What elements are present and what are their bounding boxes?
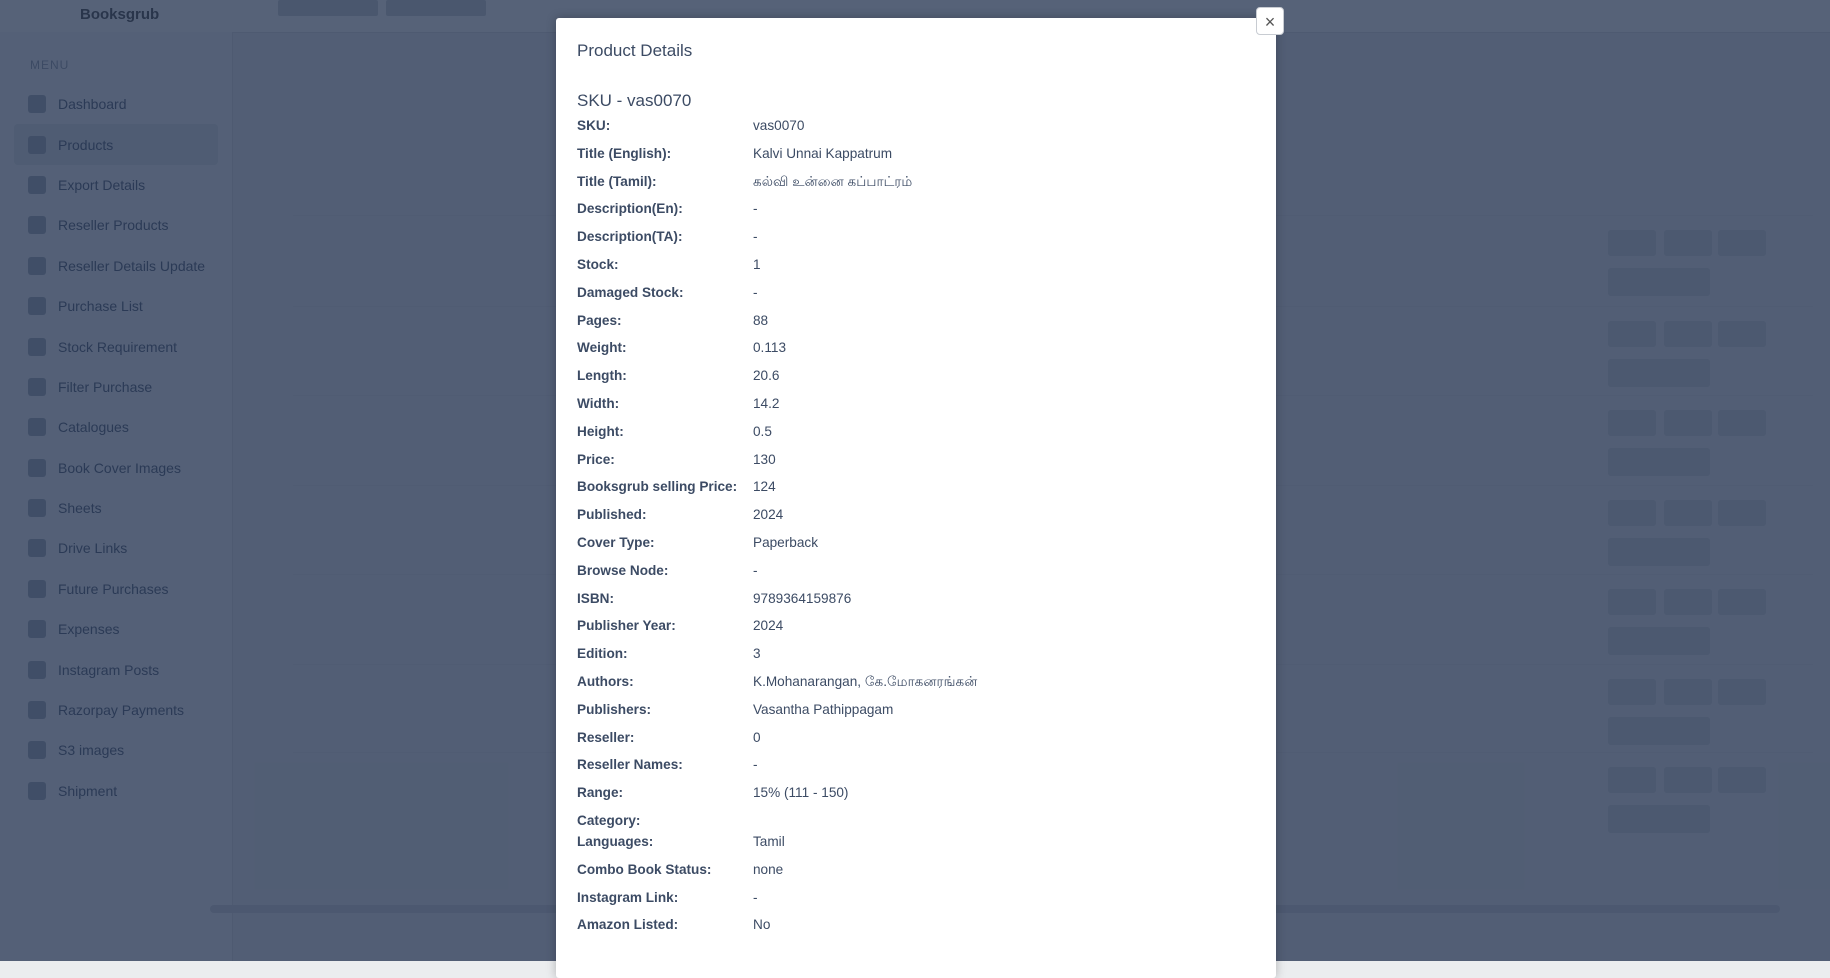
detail-value: -	[753, 562, 758, 578]
detail-value: Paperback	[753, 534, 818, 550]
detail-label: Browse Node:	[577, 562, 669, 578]
detail-value: 0.5	[753, 423, 772, 439]
detail-value: 9789364159876	[753, 590, 852, 606]
detail-row	[577, 337, 1257, 365]
detail-value: 2024	[753, 507, 784, 523]
detail-label: Length:	[577, 368, 627, 384]
detail-label: Combo Book Status:	[577, 861, 712, 877]
detail-row	[577, 421, 1257, 449]
close-modal-button[interactable]: ×	[1256, 7, 1284, 35]
detail-row	[577, 476, 1257, 504]
detail-row	[577, 831, 1257, 859]
detail-label: Authors:	[577, 673, 634, 689]
detail-value: 3	[753, 646, 761, 662]
detail-value: 0.113	[753, 340, 787, 356]
detail-row	[577, 226, 1257, 254]
detail-value: No	[753, 917, 771, 933]
detail-row	[577, 643, 1257, 671]
detail-value: -	[753, 229, 758, 245]
detail-value: 2024	[753, 618, 784, 634]
detail-label: Description(En):	[577, 201, 683, 217]
detail-value: -	[753, 757, 758, 773]
detail-row	[577, 254, 1257, 282]
detail-row	[577, 282, 1257, 310]
detail-row	[577, 115, 1257, 143]
detail-label: Category:	[577, 812, 641, 828]
detail-row	[577, 310, 1257, 338]
detail-label: Height:	[577, 423, 624, 439]
detail-label: Published:	[577, 507, 647, 523]
detail-value: -	[753, 201, 758, 217]
detail-row	[577, 393, 1257, 421]
detail-row	[577, 887, 1257, 915]
detail-label: Cover Type:	[577, 534, 655, 550]
modal-title: Product Details	[577, 41, 693, 60]
detail-row	[577, 810, 1257, 831]
detail-row	[577, 671, 1257, 699]
detail-value: 20.6	[753, 368, 780, 384]
detail-label: Publisher Year:	[577, 618, 676, 634]
detail-row	[577, 560, 1257, 588]
detail-value: Tamil	[753, 833, 785, 849]
detail-row	[577, 198, 1257, 226]
detail-value: 1	[753, 256, 761, 272]
detail-value: 124	[753, 479, 776, 495]
detail-label: SKU:	[577, 118, 611, 133]
detail-label: Price:	[577, 451, 615, 467]
detail-label: Stock:	[577, 256, 619, 272]
detail-value: 14.2	[753, 395, 780, 411]
detail-value: கல்வி உன்னை கப்பாட்ரம்	[753, 173, 913, 189]
detail-label: Reseller Names:	[577, 757, 683, 773]
detail-row	[577, 143, 1257, 171]
detail-row	[577, 754, 1257, 782]
detail-row	[577, 532, 1257, 560]
detail-value: vas0070	[753, 118, 805, 133]
detail-label: Edition:	[577, 646, 628, 662]
detail-row	[577, 504, 1257, 532]
detail-row	[577, 859, 1257, 887]
detail-value: K.Mohanarangan, கே.மோகனரங்கன்	[753, 673, 978, 689]
detail-label: Languages:	[577, 833, 654, 849]
detail-label: Damaged Stock:	[577, 284, 684, 300]
detail-row	[577, 699, 1257, 727]
detail-row	[577, 449, 1257, 477]
detail-label: Range:	[577, 785, 624, 801]
detail-value: 15% (111 - 150)	[753, 785, 849, 801]
detail-label: ISBN:	[577, 590, 615, 606]
detail-label: Booksgrub selling Price:	[577, 479, 738, 495]
detail-value: 88	[753, 312, 769, 328]
detail-row	[577, 727, 1257, 755]
detail-value: 0	[753, 729, 761, 745]
detail-label: Title (Tamil):	[577, 173, 657, 189]
detail-row	[577, 914, 1257, 942]
detail-label: Reseller:	[577, 729, 635, 745]
detail-value: Kalvi Unnai Kappatrum	[753, 145, 893, 161]
detail-value: -	[753, 284, 758, 300]
detail-label: Instagram Link:	[577, 889, 679, 905]
detail-row	[577, 615, 1257, 643]
detail-row	[577, 171, 1257, 199]
detail-label: Publishers:	[577, 701, 652, 717]
detail-row	[577, 365, 1257, 393]
detail-value: 130	[753, 451, 776, 467]
detail-value: none	[753, 861, 784, 877]
detail-label: Width:	[577, 395, 620, 411]
detail-value: Vasantha Pathippagam	[753, 701, 894, 717]
sku-heading: SKU - vas0070	[577, 91, 692, 110]
detail-label: Title (English):	[577, 145, 672, 161]
detail-value: -	[753, 889, 758, 905]
detail-label: Amazon Listed:	[577, 917, 679, 933]
product-detail-list	[577, 115, 1257, 942]
product-details-modal	[556, 18, 1276, 978]
detail-label: Weight:	[577, 340, 627, 356]
detail-label: Description(TA):	[577, 229, 683, 245]
detail-row	[577, 588, 1257, 616]
detail-label: Pages:	[577, 312, 622, 328]
detail-row	[577, 782, 1257, 810]
